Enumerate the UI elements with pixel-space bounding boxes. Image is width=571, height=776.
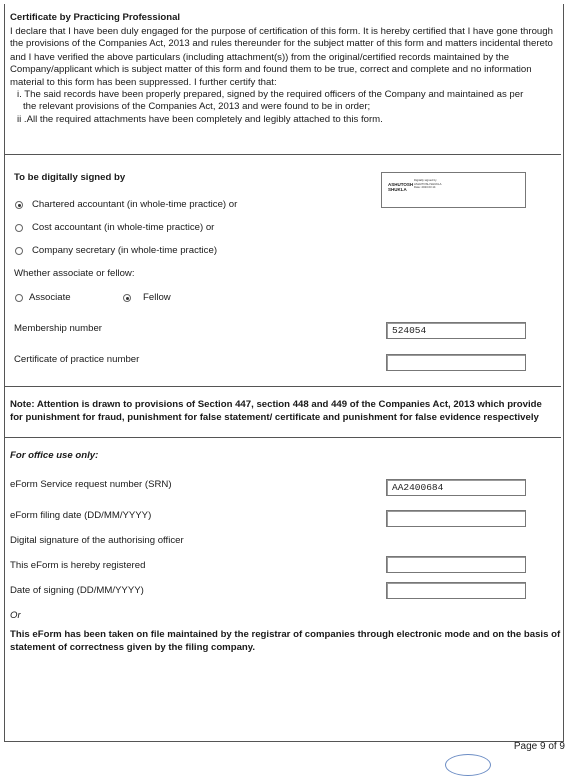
- filing-date-field[interactable]: [386, 510, 526, 527]
- registered-field[interactable]: [386, 556, 526, 573]
- certificate-text-line: material to this form has been suppressed. I further certify that:: [10, 77, 277, 88]
- section-divider: [4, 437, 561, 438]
- certificate-heading: Certificate by Practicing Professional: [10, 12, 181, 23]
- option-label: Company secretary (in whole-time practice): [32, 245, 218, 256]
- certificate-text-line: Company/applicant which is subject matter of this form and found them to be true, correct and complete and no information: [10, 64, 532, 75]
- cop-label: Certificate of practice number: [14, 354, 140, 365]
- signing-heading: To be digitally signed by: [14, 172, 126, 183]
- certificate-point-1: i. The said records have been properly prepared, signed by the required officers of the Company and maintained as per: [17, 89, 524, 100]
- certificate-text-line: I declare that I have been duly engaged for the purpose of certification of this form. It is hereby certified that I have gone through: [10, 26, 553, 37]
- signature-name: ASHUTOSH SHUKLA: [388, 182, 414, 192]
- certificate-point-1-cont: the relevant provisions of the Companies Act, 2013 and were found to be in order;: [23, 101, 371, 112]
- signature-details: Digitally signed by ASHUTOSH SHUKLA Date: 2023.03.14: [414, 178, 442, 189]
- membership-label: Membership number: [14, 323, 102, 334]
- assoc-question: Whether associate or fellow:: [14, 268, 135, 279]
- radio-cost-accountant[interactable]: [15, 224, 23, 232]
- srn-label: eForm Service request number (SRN): [10, 479, 172, 490]
- note-line-1: Note: Attention is drawn to provisions of Section 447, section 448 and 449 of the Companies Act, 2013 which provide: [10, 399, 542, 410]
- or-label: Or: [10, 610, 21, 621]
- option-label: Chartered accountant (in whole-time practice) or: [32, 199, 238, 210]
- radio-company-secretary[interactable]: [15, 247, 23, 255]
- certificate-point-2: ii .All the required attachments have been completely and legibly attached to this form.: [17, 114, 383, 125]
- final-line-2: statement of correctness given by the filing company.: [10, 642, 256, 653]
- option-label: Cost accountant (in whole-time practice) or: [32, 222, 215, 233]
- registered-label: This eForm is hereby registered: [10, 560, 146, 571]
- radio-fellow[interactable]: [123, 294, 131, 302]
- final-line-1: This eForm has been taken on file maintained by the registrar of companies through electronic mode and on the basis of: [10, 629, 561, 640]
- seal-stamp-icon: [445, 754, 491, 776]
- dsc-label: Digital signature of the authorising officer: [10, 535, 184, 546]
- office-use-heading: For office use only:: [10, 450, 99, 461]
- filing-date-label: eForm filing date (DD/MM/YYYY): [10, 510, 152, 521]
- srn-field[interactable]: AA2400684: [386, 479, 526, 496]
- signing-date-label: Date of signing (DD/MM/YYYY): [10, 585, 144, 596]
- membership-number-field[interactable]: 524054: [386, 322, 526, 339]
- page-number: Page 9 of 9: [513, 741, 565, 752]
- certificate-text-line: the provisions of the Companies Act, 2013 and rules thereunder for the subject matter of this form and matters incidental thereto: [10, 38, 553, 49]
- associate-label: Associate: [29, 292, 71, 303]
- section-divider: [4, 154, 561, 155]
- certificate-of-practice-field[interactable]: [386, 354, 526, 371]
- fellow-label: Fellow: [143, 292, 171, 303]
- certificate-text-line: and I have verified the above particulars (including attachment(s)) from the original/certified records maintained by the: [10, 52, 510, 63]
- signing-date-field[interactable]: [386, 582, 526, 599]
- radio-associate[interactable]: [15, 294, 23, 302]
- section-divider: [4, 386, 561, 387]
- radio-chartered-accountant[interactable]: [15, 201, 23, 209]
- note-line-2: for punishment for fraud, punishment for false statement/ certificate and punishment for false evidence respectively: [10, 412, 539, 423]
- digital-signature-box: [381, 172, 526, 208]
